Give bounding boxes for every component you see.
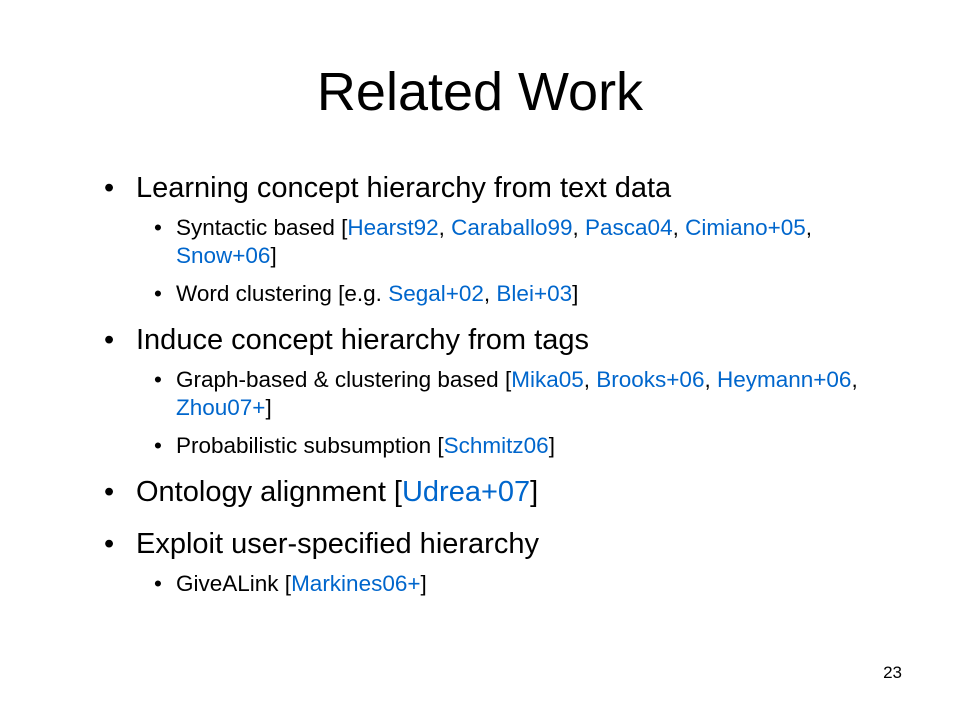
sub-bullet-list	[136, 366, 904, 460]
bullet-text: ]	[270, 243, 277, 268]
citation-link[interactable]: Snow+06	[176, 243, 271, 268]
bullet-text: ]	[572, 281, 579, 306]
citation-link[interactable]: Schmitz06	[443, 433, 549, 458]
bullet-text: Probabilistic subsumption [	[176, 433, 444, 458]
bullet-text: ]	[265, 395, 272, 420]
bullet-text: Ontology alignment [	[136, 476, 402, 508]
page-number: 23	[883, 663, 902, 682]
sub-bullet-item	[154, 280, 904, 308]
bullet-dot-icon: •	[154, 433, 162, 458]
bullet-text: GiveALink [	[176, 571, 292, 596]
sub-bullet-item	[154, 214, 904, 270]
sub-bullet-list	[136, 570, 904, 598]
bullet-dot-icon: •	[154, 571, 162, 596]
bullet-text: Word clustering [e.g.	[176, 281, 389, 306]
bullet-dot-icon: •	[104, 528, 115, 560]
bullet-text: Induce concept hierarchy from tags	[136, 324, 589, 356]
bullet-text: Exploit user-specified hierarchy	[136, 528, 539, 560]
citation-link[interactable]: Hearst92	[347, 215, 439, 240]
bullet-line	[136, 528, 539, 560]
sub-bullet-item	[154, 366, 904, 422]
sub-bullet-line	[176, 571, 427, 596]
bullet-item	[104, 472, 904, 512]
bullet-text: ]	[420, 571, 427, 596]
citation-link[interactable]: Mika05	[511, 367, 584, 392]
citation-link[interactable]: Zhou07+	[176, 395, 266, 420]
slide-title: Related Work	[316, 62, 644, 122]
bullet-text: ,	[851, 367, 858, 392]
bullet-text: Graph-based & clustering based [	[176, 367, 512, 392]
sub-bullet-line	[176, 281, 578, 306]
bullet-dot-icon: •	[154, 367, 162, 392]
bullet-line	[136, 324, 589, 356]
bullet-dot-icon: •	[104, 172, 115, 204]
sub-bullet-line	[176, 367, 858, 420]
bullet-text: ,	[805, 215, 813, 240]
bullet-item	[104, 168, 904, 308]
citation-link[interactable]: Udrea+07	[401, 476, 531, 508]
citation-link[interactable]: Markines06+	[291, 571, 421, 596]
bullet-text: Syntactic based [	[176, 215, 348, 240]
citation-link[interactable]: Heymann+06	[716, 367, 852, 392]
bullet-item	[104, 320, 904, 460]
bullet-dot-icon: •	[154, 281, 162, 306]
bullet-text: ,	[672, 215, 686, 240]
sub-bullet-item	[154, 432, 904, 460]
bullet-text: Learning concept hierarchy from text data	[136, 172, 672, 204]
bullet-text: ,	[438, 215, 452, 240]
bullet-text: ,	[583, 367, 597, 392]
citation-link[interactable]: Brooks+06	[596, 367, 705, 392]
bullet-text: ,	[572, 215, 586, 240]
bullet-dot-icon: •	[104, 324, 115, 356]
sub-bullet-list	[136, 214, 904, 308]
citation-link[interactable]: Segal+02	[388, 281, 484, 306]
bullet-line	[136, 476, 538, 508]
sub-bullet-item	[154, 570, 904, 598]
bullet-text: ,	[483, 281, 497, 306]
bullet-list	[104, 168, 904, 598]
bullet-item	[104, 524, 904, 598]
citation-link[interactable]: Pasca04	[585, 215, 673, 240]
citation-link[interactable]: Cimiano+05	[685, 215, 806, 240]
bullet-text: ]	[548, 433, 555, 458]
bullet-line	[136, 172, 671, 204]
bullet-text: ]	[530, 476, 539, 508]
citation-link[interactable]: Blei+03	[496, 281, 573, 306]
bullet-dot-icon: •	[154, 215, 162, 240]
sub-bullet-line	[176, 433, 555, 458]
bullet-dot-icon: •	[104, 476, 115, 508]
citation-link[interactable]: Caraballo99	[451, 215, 573, 240]
sub-bullet-line	[176, 215, 812, 268]
bullet-text: ,	[704, 367, 717, 392]
